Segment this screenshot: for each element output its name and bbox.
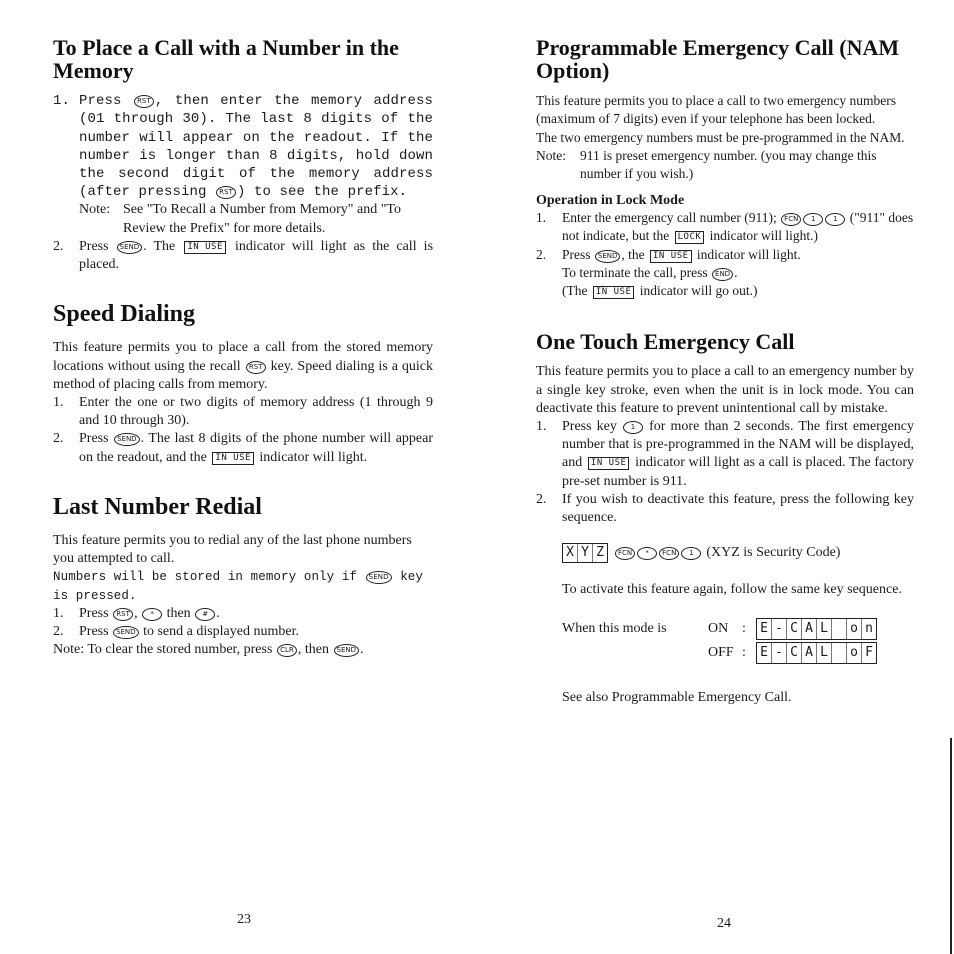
send-key-icon: SEND	[366, 571, 392, 584]
fcn-key-icon: FCN	[659, 547, 679, 560]
speed-intro: This feature permits you to place a call from the stored memory locations without using the recall RST key. Speed dialing is a quick method of placing calls from memory.	[53, 340, 434, 392]
onetouch-intro: This feature permits you to place a call to an emergency number by a single key stroke, even when the unit is in lock mode. You can deactivate this feature to prevent unintentional call by mistake.	[536, 364, 914, 416]
heading-speed-dialing: Speed Dialing	[53, 301, 196, 328]
page-number-left: 23	[237, 912, 251, 927]
fcn-key-icon: FCN	[781, 213, 801, 226]
page-number-right: 24	[717, 916, 731, 931]
send-key-icon: SEND	[117, 241, 143, 254]
mode-on-row: When this mode is ON : E - C A L o n	[562, 617, 914, 641]
send-key-icon: SEND	[595, 250, 621, 263]
redial-step-2: 2. Press SEND to send a displayed number.	[53, 624, 299, 640]
heading-memory-call: To Place a Call with a Number in the Memory	[53, 35, 399, 84]
star-key-icon: *	[637, 547, 657, 560]
send-key-icon: SEND	[114, 433, 140, 446]
prog-note: Note: 911 is preset emergency number. (you may change this number if you wish.)	[536, 147, 877, 181]
one-key-icon: 1	[623, 421, 643, 434]
rst-key-icon: RST	[113, 608, 133, 621]
in-use-indicator-icon: IN USE	[212, 452, 254, 465]
heading-last-number-redial: Last Number Redial	[53, 493, 262, 520]
prog-para-1: This feature permits you to place a call to two emergency numbers (maximum of 7 digits) even if your telephone has been locked.	[536, 93, 897, 127]
prog-step-1: 1. Enter the emergency call number (911); FCN 1 1 ("911" does not indicate, but the LOCK indicator will light.)	[536, 210, 914, 244]
off-mode-display: E - C A L o F	[756, 642, 877, 664]
in-use-indicator-icon: IN USE	[650, 250, 692, 263]
in-use-indicator-icon: IN USE	[593, 286, 635, 299]
one-key-icon: 1	[825, 213, 845, 226]
pound-key-icon: #	[195, 608, 215, 621]
onetouch-step-1: 1. Press key 1 for more than 2 seconds. The first emergency number that is pre-programmed in the NAM will be displayed, and IN USE indicator will light as a call is placed. The factory pre-set number is 911.	[536, 418, 915, 489]
send-key-icon: SEND	[113, 626, 139, 639]
see-also-text: See also Programmable Emergency Call.	[562, 690, 792, 706]
rst-key-icon: RST	[134, 95, 154, 108]
redial-note: Note: To clear the stored number, press CLR , then SEND .	[53, 642, 364, 658]
memory-step-2: 2. Press SEND . The IN USE indicator will light as the call is placed.	[53, 238, 434, 273]
in-use-indicator-icon: IN USE	[184, 241, 226, 254]
rst-key-icon: RST	[216, 186, 236, 199]
prog-step-2: 2. Press SEND , the IN USE indicator will light. To terminate the call, press END . (The IN USE indicator will go out.)	[536, 246, 801, 299]
heading-one-touch-emergency: One Touch Emergency Call	[536, 329, 795, 355]
memory-step-1: 1. Press RST , then enter the memory address (01 through 30). The last 8 digits of the number will appear on the readout. If the number is longer than 8 digits, hold down the second digit of the memory address (after pressing RST ) to see the prefix.	[53, 93, 433, 201]
star-key-icon: *	[142, 608, 162, 621]
one-key-icon: 1	[803, 213, 823, 226]
activate-again-text: To activate this feature again, follow the same key sequence.	[562, 582, 902, 598]
redial-intro: This feature permits you to redial any of the last phone numbers you attempted to call.	[53, 533, 412, 567]
redial-stored: Numbers will be stored in memory only if SEND key is pressed.	[53, 570, 423, 603]
memory-note: Note: See "To Recall a Number from Memory" and "To Review the Prefix" for more details.	[79, 202, 401, 236]
onetouch-step-2: 2. If you wish to deactivate this feature, press the following key sequence.	[536, 491, 914, 525]
left-column	[53, 36, 433, 659]
page-edge-bar	[950, 738, 952, 954]
heading-operation-lock-mode: Operation in Lock Mode	[536, 193, 685, 209]
end-key-icon: END	[712, 268, 733, 281]
one-key-icon: 1	[681, 547, 701, 560]
mode-off-row: OFF : E - C A L o F	[562, 641, 914, 665]
send-key-icon: SEND	[334, 644, 360, 657]
speed-step-1: 1. Enter the one or two digits of memory address (1 through 9 and 10 through 30).	[53, 395, 433, 429]
rst-key-icon: RST	[246, 361, 266, 374]
mode-display-block	[536, 617, 914, 665]
speed-step-2: 2. Press SEND . The last 8 digits of the phone number will appear on the readout, and the IN USE indicator will light.	[53, 431, 434, 465]
deactivate-key-sequence: X Y Z FCN * FCN 1 (XYZ is Security Code)	[536, 543, 914, 563]
on-mode-display: E - C A L o n	[756, 618, 877, 640]
redial-step-1: 1. Press RST , * then # .	[53, 605, 220, 621]
right-column	[536, 36, 914, 708]
clr-key-icon: CLR	[277, 644, 297, 657]
heading-programmable-emergency: Programmable Emergency Call (NAM Option)	[536, 35, 900, 84]
prog-para-2: The two emergency numbers must be pre-programmed in the NAM.	[536, 129, 905, 145]
in-use-indicator-icon: IN USE	[588, 457, 630, 470]
lock-indicator-icon: LOCK	[675, 231, 705, 244]
fcn-key-icon: FCN	[615, 547, 635, 560]
security-code-display: X Y Z	[562, 543, 608, 563]
